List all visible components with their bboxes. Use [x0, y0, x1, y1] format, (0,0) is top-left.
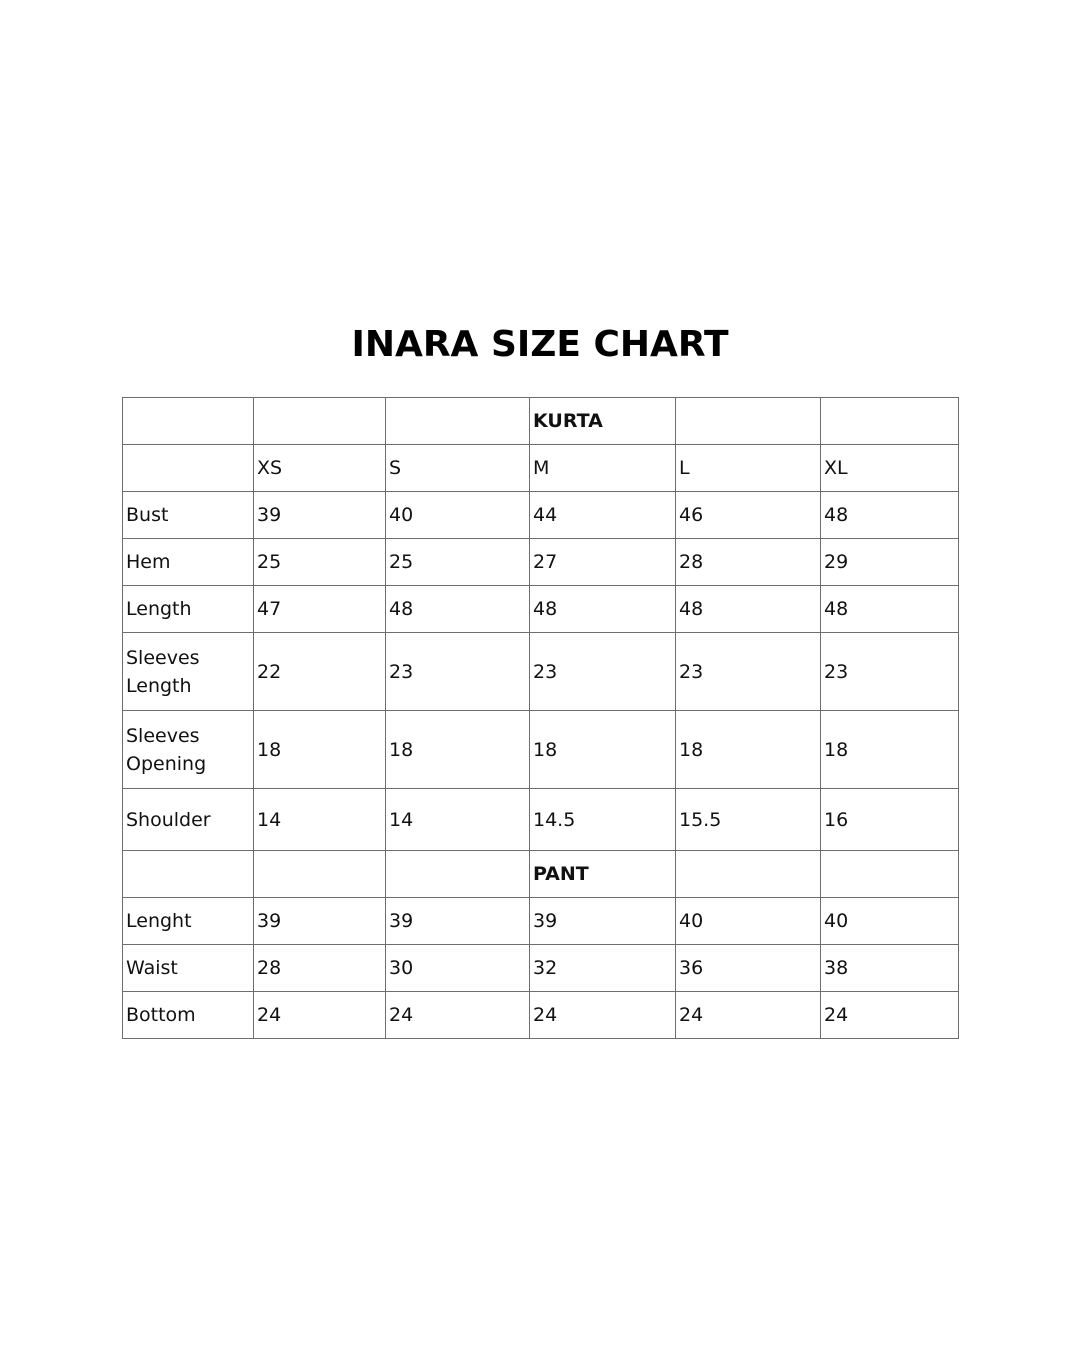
- value-cell: 32: [530, 945, 676, 992]
- size-chart-table: [122, 397, 959, 1039]
- value-cell: 48: [821, 586, 959, 633]
- value-cell: 39: [530, 898, 676, 945]
- value-cell: 14: [386, 789, 530, 851]
- value-cell: 25: [254, 539, 386, 586]
- label-line: Bust: [126, 504, 169, 526]
- size-header-row: [123, 445, 959, 492]
- value-cell: 30: [386, 945, 530, 992]
- empty-cell: [386, 851, 530, 898]
- label-line: Length: [126, 674, 192, 697]
- value-cell: 46: [676, 492, 821, 539]
- value-cell: 24: [386, 992, 530, 1039]
- size-header-cell: XS: [254, 445, 386, 492]
- empty-cell: [254, 398, 386, 445]
- measurement-label: [123, 539, 254, 586]
- value-cell: 23: [530, 633, 676, 711]
- value-cell: 18: [254, 711, 386, 789]
- value-cell: 48: [676, 586, 821, 633]
- label-line: Length: [126, 598, 192, 620]
- label-line: Lenght: [126, 910, 192, 932]
- value-cell: 38: [821, 945, 959, 992]
- empty-cell: [821, 398, 959, 445]
- empty-cell: [123, 398, 254, 445]
- size-header-cell: S: [386, 445, 530, 492]
- measurement-label: [123, 898, 254, 945]
- empty-cell: [386, 398, 530, 445]
- value-cell: 29: [821, 539, 959, 586]
- size-header-cell: M: [530, 445, 676, 492]
- kurta-section-row: [123, 398, 959, 445]
- value-cell: 36: [676, 945, 821, 992]
- value-cell: 44: [530, 492, 676, 539]
- label-line: Sleeves: [126, 724, 200, 747]
- measurement-label: [123, 711, 254, 789]
- value-cell: 28: [254, 945, 386, 992]
- value-cell: 18: [386, 711, 530, 789]
- page-title: INARA SIZE CHART: [351, 324, 729, 365]
- table-row: [123, 492, 959, 539]
- empty-cell: [821, 851, 959, 898]
- value-cell: 40: [676, 898, 821, 945]
- table-row: [123, 633, 959, 711]
- measurement-label: [123, 633, 254, 711]
- value-cell: 25: [386, 539, 530, 586]
- empty-cell: [676, 398, 821, 445]
- value-cell: 23: [386, 633, 530, 711]
- label-line: Waist: [126, 957, 178, 979]
- label-line: Opening: [126, 752, 207, 775]
- measurement-label: [123, 492, 254, 539]
- value-cell: 39: [386, 898, 530, 945]
- value-cell: 24: [821, 992, 959, 1039]
- pant-section-label: PANT: [530, 851, 676, 898]
- value-cell: 47: [254, 586, 386, 633]
- size-header-cell: L: [676, 445, 821, 492]
- value-cell: 48: [386, 586, 530, 633]
- value-cell: 14: [254, 789, 386, 851]
- value-cell: 14.5: [530, 789, 676, 851]
- empty-cell: [676, 851, 821, 898]
- value-cell: 22: [254, 633, 386, 711]
- table-row: [123, 789, 959, 851]
- kurta-section-label: KURTA: [530, 398, 676, 445]
- label-line: Sleeves: [126, 646, 200, 669]
- measurement-label: [123, 992, 254, 1039]
- value-cell: 27: [530, 539, 676, 586]
- value-cell: 24: [676, 992, 821, 1039]
- value-cell: 23: [821, 633, 959, 711]
- table-row: [123, 586, 959, 633]
- value-cell: 24: [254, 992, 386, 1039]
- value-cell: 39: [254, 898, 386, 945]
- value-cell: 18: [821, 711, 959, 789]
- table-row: [123, 945, 959, 992]
- value-cell: 16: [821, 789, 959, 851]
- value-cell: 18: [676, 711, 821, 789]
- empty-cell: [254, 851, 386, 898]
- measurement-label: [123, 945, 254, 992]
- size-header-cell: XL: [821, 445, 959, 492]
- label-line: Shoulder: [126, 808, 211, 831]
- value-cell: 28: [676, 539, 821, 586]
- table-row: [123, 898, 959, 945]
- value-cell: 40: [386, 492, 530, 539]
- pant-section-row: [123, 851, 959, 898]
- value-cell: 15.5: [676, 789, 821, 851]
- empty-cell: [123, 445, 254, 492]
- empty-cell: [123, 851, 254, 898]
- value-cell: 40: [821, 898, 959, 945]
- table-row: [123, 992, 959, 1039]
- measurement-label: [123, 586, 254, 633]
- value-cell: 23: [676, 633, 821, 711]
- value-cell: 39: [254, 492, 386, 539]
- value-cell: 48: [530, 586, 676, 633]
- label-line: Hem: [126, 551, 171, 573]
- table-row: [123, 539, 959, 586]
- measurement-label: [123, 789, 254, 851]
- value-cell: 24: [530, 992, 676, 1039]
- label-line: Bottom: [126, 1004, 196, 1026]
- value-cell: 48: [821, 492, 959, 539]
- value-cell: 18: [530, 711, 676, 789]
- table-row: [123, 711, 959, 789]
